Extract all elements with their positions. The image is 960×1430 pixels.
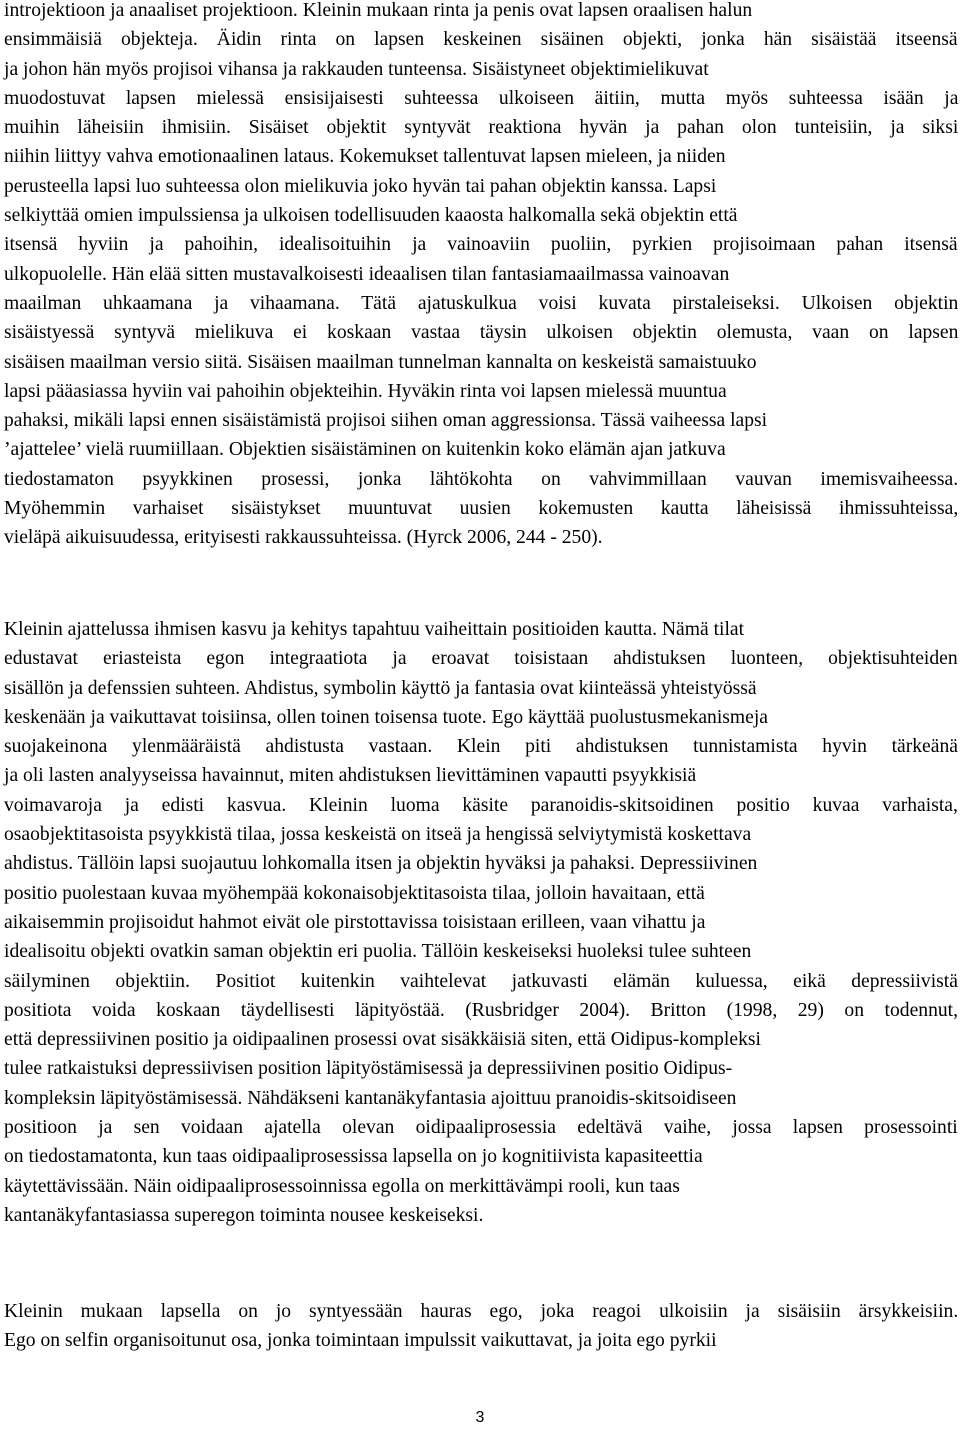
text-line: Kleinin mukaan lapsella on jo syntyessään hauras ego, joka reagoi ulkoisiin ja sisäisiin ärsykkeisiin. (4, 1301, 959, 1322)
text-line: sisällön ja defenssien suhteen. Ahdistus, symbolin käyttö ja fantasia ovat kiinteässä yhteistyössä (4, 677, 757, 699)
text-line: niihin liittyy vahva emotionaalinen lataus. Kokemukset tallentuvat lapsen mieleen, ja niiden (4, 146, 726, 168)
text-line: sisäisen maailman versio siitä. Sisäisen maailman tunnelman kannalta on keskeistä samaistuuko (4, 351, 757, 373)
text-line: kantanäkyfantasiassa superegon toiminta nousee keskeiseksi. (4, 1204, 484, 1226)
text-line: keskenään ja vaikuttavat toisiinsa, ollen toinen toisensa tuote. Ego käyttää puolustusmekanismeja (4, 706, 768, 728)
text-line: Kleinin ajattelussa ihmisen kasvu ja kehitys tapahtuu vaiheittain positioiden kautta. Nämä tilat (4, 619, 745, 640)
text-line: ja johon hän myös projisoi vihansa ja rakkauden tunteensa. Sisäistyneet objektimielikuvat (4, 58, 709, 80)
text-line: ja oli lasten analyyseissa havainnut, miten ahdistuksen lievittäminen vapautti psyykkisiä (4, 765, 697, 787)
paragraph-3 (4, 1297, 960, 1356)
text-line: tiedostamaton psyykkinen prosessi, jonka lähtökohta on vahvimmillaan vauvan imemisvaiheessa. (4, 468, 959, 490)
text-line: osaobjektitasoista psyykkistä tilaa, jossa keskeistä on itseä ja hengissä selviytymistä koskettava (4, 824, 752, 846)
text-line: edustavat eriasteista egon integraatiota ja eroavat toisistaan ahdistuksen luonteen, objektisuhteiden (4, 648, 958, 670)
text-line: maailman uhkaamana ja vihaamana. Tätä ajatuskulkua voisi kuvata pirstaleiseksi. Ulkoisen objektin (4, 292, 959, 314)
text-line: ’ajattelee’ vielä ruumiillaan. Objektien sisäistäminen on kuitenkin koko elämän ajan jatkuva (4, 439, 726, 461)
text-line: Ego on selfin organisoitunut osa, jonka toimintaan impulssit vaikuttavat, ja joita ego pyrkii (4, 1330, 717, 1352)
text-line: ahdistus. Tällöin lapsi suojautuu lohkomalla itsen ja objektin hyväksi ja pahaksi. Depressiivinen (4, 853, 758, 875)
text-line: että depressiivinen positio ja oidipaalinen prosessi ovat sisäkkäisiä siten, että Oidipus-kompleksi (4, 1029, 761, 1051)
text-line: tulee ratkaistuksi depressiivisen position läpityöstämisessä ja depressiivinen positio Oidipus- (4, 1058, 733, 1080)
text-line: on tiedostamatonta, kun taas oidipaaliprosessissa lapsella on jo kognitiivista kapasiteettia (4, 1146, 703, 1168)
text-line: lapsi pääasiassa hyviin vai pahoihin objekteihin. Hyväkin rinta voi lapsen mielessä muuntua (4, 380, 727, 402)
page-number: 3 (475, 1409, 485, 1426)
text-line: suojakeinona ylenmääräistä ahdistusta vastaan. Klein piti ahdistuksen tunnistamista hyvin tärkeänä (4, 736, 958, 758)
text-line: positiota voida koskaan täydellisesti läpityöstää. (Rusbridger 2004). Britton (1998, 29) on todennut, (4, 999, 958, 1021)
text-line: säilyminen objektiin. Positiot kuitenkin vaihtelevat jatkuvasti elämän kuluessa, eikä depressiivistä (4, 970, 958, 992)
text-line: positio puolestaan kuvaa myöhempää kokonaisobjektitasoista tilaa, jolloin havaitaan, että (4, 882, 705, 904)
text-line: pahaksi, mikäli lapsi ennen sisäistämistä projisoi siihen oman aggressionsa. Tässä vaiheessa lapsi (4, 410, 768, 432)
text-line: itsensä hyviin ja pahoihin, idealisoituihin ja vainoaviin puoliin, pyrkien projisoimaan pahan itsensä (4, 234, 958, 256)
text-line: ensimmäisiä objekteja. Äidin rinta on lapsen keskeinen sisäinen objekti, jonka hän sisäistää itseensä (4, 29, 958, 51)
text-line: perusteella lapsi luo suhteessa olon mielikuvia joko hyvän tai pahan objektin kanssa. Lapsi (4, 175, 717, 197)
text-line: Myöhemmin varhaiset sisäistykset muuntuvat uusien kokemusten kautta läheisissä ihmissuhteissa, (4, 498, 959, 520)
text-line: muodostuvat lapsen mielessä ensisijaisesti suhteessa ulkoiseen äitiin, mutta myös suhteessa isään ja (4, 87, 959, 109)
text-line: introjektioon ja anaaliset projektioon. Kleinin mukaan rinta ja penis ovat lapsen oraalisen halun (4, 0, 753, 21)
text-line: idealisoitu objekti ovatkin saman objektin eri puolia. Tällöin keskeiseksi huoleksi tulee suhteen (4, 941, 752, 963)
paragraph-2 (4, 615, 960, 1230)
text-line: voimavaroja ja edisti kasvua. Kleinin luoma käsite paranoidis-skitsoidinen positio kuvaa varhaista, (4, 794, 958, 816)
text-line: muihin läheisiin ihmisiin. Sisäiset objektit syntyvät reaktiona hyvän ja pahan olon tunteisiin, ja siksi (4, 117, 959, 139)
paragraph-1 (4, 0, 960, 553)
text-line: vieläpä aikuisuudessa, erityisesti rakkaussuhteissa. (Hyrck 2006, 244 - 250). (4, 527, 603, 549)
text-line: selkiyttää omien impulssiensa ja ulkoisen todellisuuden kaaosta halkomalla sekä objektin että (4, 205, 738, 227)
text-line: ulkopuolelle. Hän elää sitten mustavalkoisesti ideaalisen tilan fantasiamaailmassa vainoavan (4, 263, 730, 285)
text-line: sisäistyessä syntyvä mielikuva ei koskaan vastaa täysin ulkoisen objektin olemusta, vaan on lapsen (4, 322, 959, 344)
text-line: käytettävissään. Näin oidipaaliprosessoinnissa egolla on merkittävämpi rooli, kun taas (4, 1175, 680, 1197)
text-line: aikaisemmin projisoidut hahmot eivät ole pirstottavissa toisistaan erilleen, vaan vihattu ja (4, 911, 706, 933)
text-line: kompleksin läpityöstämisessä. Nähdäkseni kantanäkyfantasia ajoittuu pranoidis-skitsoidiseen (4, 1087, 737, 1109)
text-line: positioon ja sen voidaan ajatella olevan oidipaaliprosessia edeltävä vaihe, jossa lapsen prosessointi (4, 1117, 958, 1139)
